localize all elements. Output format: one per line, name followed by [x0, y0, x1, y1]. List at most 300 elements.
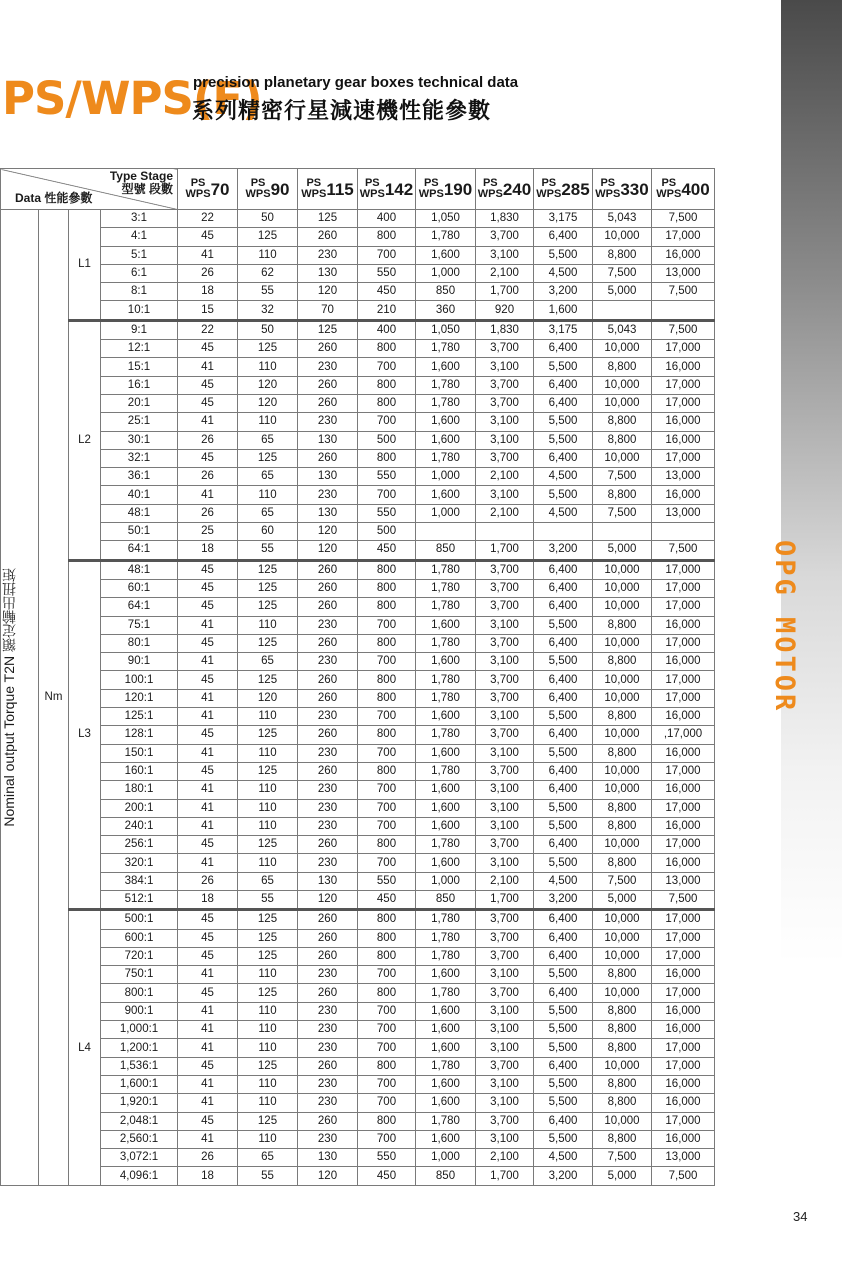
torque-cell: 1,780 — [416, 671, 476, 689]
torque-cell: 700 — [358, 486, 416, 504]
torque-cell: 130 — [298, 872, 358, 890]
torque-cell: 110 — [238, 817, 298, 835]
torque-cell: 8,800 — [593, 1130, 652, 1148]
ratio-cell: 600:1 — [101, 929, 178, 947]
torque-cell — [476, 523, 534, 541]
torque-cell: 110 — [238, 616, 298, 634]
torque-cell: 400 — [358, 210, 416, 228]
torque-cell: 10,000 — [593, 726, 652, 744]
torque-cell: 1,780 — [416, 836, 476, 854]
torque-cell: 230 — [298, 966, 358, 984]
ratio-cell: 200:1 — [101, 799, 178, 817]
torque-cell: 5,000 — [593, 541, 652, 560]
torque-cell: 125 — [238, 984, 298, 1002]
torque-cell: 1,600 — [416, 1021, 476, 1039]
torque-cell: 10,000 — [593, 598, 652, 616]
table-row — [1, 616, 715, 634]
table-row — [1, 1002, 715, 1020]
torque-cell: 360 — [416, 301, 476, 320]
torque-cell: 16,000 — [652, 246, 715, 264]
torque-cell: 17,000 — [652, 671, 715, 689]
torque-cell: 3,100 — [476, 744, 534, 762]
torque-cell: 17,000 — [652, 394, 715, 412]
torque-cell: 45 — [178, 579, 238, 597]
table-header-row — [1, 169, 715, 210]
torque-cell: 22 — [178, 210, 238, 228]
torque-cell: 850 — [416, 283, 476, 301]
torque-cell: 260 — [298, 449, 358, 467]
torque-cell: 5,043 — [593, 320, 652, 339]
ratio-cell: 8:1 — [101, 283, 178, 301]
torque-cell: 6,400 — [534, 598, 593, 616]
torque-cell: 10,000 — [593, 836, 652, 854]
torque-cell: 10,000 — [593, 947, 652, 965]
torque-cell: 8,800 — [593, 966, 652, 984]
torque-cell: 8,800 — [593, 616, 652, 634]
torque-cell: 920 — [476, 301, 534, 320]
torque-cell: 120 — [238, 689, 298, 707]
torque-cell: 13,000 — [652, 1149, 715, 1167]
torque-cell: 550 — [358, 872, 416, 890]
table-row — [1, 984, 715, 1002]
torque-cell: 110 — [238, 708, 298, 726]
torque-cell: 3,100 — [476, 616, 534, 634]
spec-table — [0, 168, 715, 1186]
torque-cell: 55 — [238, 283, 298, 301]
torque-cell: 8,800 — [593, 708, 652, 726]
torque-cell: 1,780 — [416, 984, 476, 1002]
torque-cell — [416, 523, 476, 541]
torque-cell: 125 — [238, 228, 298, 246]
torque-cell: 110 — [238, 799, 298, 817]
torque-cell: 45 — [178, 910, 238, 929]
torque-cell: 17,000 — [652, 762, 715, 780]
torque-cell: 17,000 — [652, 984, 715, 1002]
torque-cell: 1,780 — [416, 560, 476, 579]
torque-cell: 16,000 — [652, 966, 715, 984]
ratio-cell: 320:1 — [101, 854, 178, 872]
ratio-cell: 900:1 — [101, 1002, 178, 1020]
ratio-cell: 75:1 — [101, 616, 178, 634]
torque-cell: 18 — [178, 541, 238, 560]
torque-cell: 45 — [178, 947, 238, 965]
torque-cell: 260 — [298, 634, 358, 652]
table-row — [1, 634, 715, 652]
ratio-cell: 800:1 — [101, 984, 178, 1002]
torque-cell: 8,800 — [593, 1021, 652, 1039]
torque-cell: 5,500 — [534, 1039, 593, 1057]
torque-cell: 230 — [298, 1130, 358, 1148]
table-row — [1, 598, 715, 616]
torque-cell: 230 — [298, 486, 358, 504]
torque-cell: 5,500 — [534, 744, 593, 762]
table-row — [1, 781, 715, 799]
torque-cell: 125 — [238, 1057, 298, 1075]
ratio-cell: 16:1 — [101, 376, 178, 394]
torque-cell: 800 — [358, 1112, 416, 1130]
torque-cell: 8,800 — [593, 486, 652, 504]
torque-cell: 1,600 — [416, 744, 476, 762]
torque-cell: 260 — [298, 689, 358, 707]
torque-cell: 50 — [238, 210, 298, 228]
torque-cell: 260 — [298, 1057, 358, 1075]
torque-cell: 6,400 — [534, 929, 593, 947]
torque-cell: 8,800 — [593, 854, 652, 872]
torque-cell: 700 — [358, 413, 416, 431]
torque-cell: 10,000 — [593, 929, 652, 947]
table-row — [1, 653, 715, 671]
torque-cell: 230 — [298, 708, 358, 726]
model-header: PS WPS90 — [238, 169, 298, 210]
torque-cell: 45 — [178, 836, 238, 854]
torque-cell: 110 — [238, 358, 298, 376]
torque-cell: 210 — [358, 301, 416, 320]
ratio-cell: 256:1 — [101, 836, 178, 854]
torque-cell: 6,400 — [534, 910, 593, 929]
torque-cell: 1,600 — [416, 799, 476, 817]
table-row — [1, 301, 715, 320]
table-row — [1, 966, 715, 984]
torque-cell: 17,000 — [652, 799, 715, 817]
torque-cell: 8,800 — [593, 431, 652, 449]
ratio-cell: 240:1 — [101, 817, 178, 835]
torque-cell: 700 — [358, 1039, 416, 1057]
torque-cell: 6,400 — [534, 228, 593, 246]
torque-cell: 16,000 — [652, 744, 715, 762]
torque-cell: 45 — [178, 449, 238, 467]
torque-cell: 130 — [298, 431, 358, 449]
torque-cell: 5,000 — [593, 283, 652, 301]
torque-cell: 26 — [178, 1149, 238, 1167]
torque-cell: 45 — [178, 394, 238, 412]
torque-cell: 3,700 — [476, 560, 534, 579]
torque-cell: 10,000 — [593, 579, 652, 597]
torque-cell: 8,800 — [593, 1002, 652, 1020]
torque-cell: 230 — [298, 799, 358, 817]
torque-cell: 125 — [298, 210, 358, 228]
page-number: 34 — [793, 1209, 808, 1224]
torque-cell: 1,600 — [416, 413, 476, 431]
torque-cell: 5,500 — [534, 413, 593, 431]
torque-cell — [534, 523, 593, 541]
torque-cell: 260 — [298, 228, 358, 246]
torque-cell: 17,000 — [652, 1112, 715, 1130]
torque-cell: 850 — [416, 541, 476, 560]
torque-cell: 1,830 — [476, 210, 534, 228]
torque-cell: 1,600 — [416, 966, 476, 984]
table-row — [1, 358, 715, 376]
table-row — [1, 431, 715, 449]
torque-cell: 700 — [358, 1075, 416, 1093]
torque-cell: 1,600 — [534, 301, 593, 320]
torque-cell: 260 — [298, 984, 358, 1002]
torque-cell: 230 — [298, 653, 358, 671]
torque-cell: 3,700 — [476, 449, 534, 467]
torque-cell: 120 — [238, 376, 298, 394]
torque-cell: 4,500 — [534, 264, 593, 282]
ratio-cell: 150:1 — [101, 744, 178, 762]
torque-cell: 10,000 — [593, 781, 652, 799]
ratio-cell: 48:1 — [101, 560, 178, 579]
table-row — [1, 560, 715, 579]
torque-cell: 5,500 — [534, 246, 593, 264]
torque-cell: 260 — [298, 598, 358, 616]
torque-cell: 800 — [358, 598, 416, 616]
table-row — [1, 817, 715, 835]
torque-cell: 6,400 — [534, 376, 593, 394]
table-row — [1, 394, 715, 412]
torque-cell: 110 — [238, 1039, 298, 1057]
torque-cell: 41 — [178, 966, 238, 984]
torque-cell: 1,780 — [416, 947, 476, 965]
torque-cell: 1,600 — [416, 817, 476, 835]
torque-cell: 700 — [358, 966, 416, 984]
torque-cell: 3,175 — [534, 210, 593, 228]
torque-cell: 1,600 — [416, 358, 476, 376]
torque-cell: 17,000 — [652, 340, 715, 358]
table-row — [1, 910, 715, 929]
torque-cell: 3,100 — [476, 431, 534, 449]
torque-cell: 6,400 — [534, 560, 593, 579]
table-row — [1, 210, 715, 228]
torque-cell: 16,000 — [652, 486, 715, 504]
torque-cell: 2,100 — [476, 468, 534, 486]
torque-cell: 1,000 — [416, 468, 476, 486]
table-row — [1, 1130, 715, 1148]
torque-cell: 5,500 — [534, 1002, 593, 1020]
torque-cell: 2,100 — [476, 1149, 534, 1167]
torque-cell: 15 — [178, 301, 238, 320]
torque-cell: 1,600 — [416, 1039, 476, 1057]
torque-cell: 65 — [238, 504, 298, 522]
ratio-cell: 64:1 — [101, 541, 178, 560]
torque-cell: 8,800 — [593, 744, 652, 762]
ratio-cell: 64:1 — [101, 598, 178, 616]
torque-cell: 16,000 — [652, 358, 715, 376]
unit-label: Nm — [39, 210, 69, 1186]
torque-cell: 130 — [298, 1149, 358, 1167]
torque-cell: 5,000 — [593, 890, 652, 909]
torque-cell: 41 — [178, 817, 238, 835]
torque-cell: 3,100 — [476, 1039, 534, 1057]
torque-cell: 260 — [298, 762, 358, 780]
table-row — [1, 1149, 715, 1167]
ratio-cell: 30:1 — [101, 431, 178, 449]
torque-cell: 6,400 — [534, 634, 593, 652]
torque-cell: 3,700 — [476, 726, 534, 744]
torque-cell: 7,500 — [652, 890, 715, 909]
type-stage-label-zh: 型號 段數 — [121, 182, 173, 196]
torque-cell: 6,400 — [534, 947, 593, 965]
torque-cell: 7,500 — [593, 1149, 652, 1167]
torque-cell: ,17,000 — [652, 726, 715, 744]
ratio-cell: 2,560:1 — [101, 1130, 178, 1148]
torque-cell: 1,780 — [416, 394, 476, 412]
torque-cell: 62 — [238, 264, 298, 282]
torque-cell: 16,000 — [652, 1075, 715, 1093]
ratio-cell: 48:1 — [101, 504, 178, 522]
table-row — [1, 376, 715, 394]
torque-cell: 450 — [358, 283, 416, 301]
stage-label: L3 — [69, 560, 101, 910]
torque-cell: 700 — [358, 799, 416, 817]
torque-cell: 130 — [298, 468, 358, 486]
table-row — [1, 468, 715, 486]
ratio-cell: 5:1 — [101, 246, 178, 264]
torque-cell: 120 — [298, 541, 358, 560]
ratio-cell: 180:1 — [101, 781, 178, 799]
torque-cell: 3,700 — [476, 929, 534, 947]
torque-cell: 8,800 — [593, 413, 652, 431]
torque-cell: 700 — [358, 1002, 416, 1020]
torque-cell: 41 — [178, 653, 238, 671]
ratio-cell: 750:1 — [101, 966, 178, 984]
torque-cell: 1,600 — [416, 1075, 476, 1093]
torque-cell: 800 — [358, 726, 416, 744]
torque-cell: 2,100 — [476, 264, 534, 282]
torque-cell: 10,000 — [593, 340, 652, 358]
torque-cell: 110 — [238, 486, 298, 504]
torque-cell: 3,100 — [476, 854, 534, 872]
ratio-cell: 2,048:1 — [101, 1112, 178, 1130]
torque-cell: 1,700 — [476, 1167, 534, 1185]
torque-cell: 125 — [238, 598, 298, 616]
torque-cell: 5,500 — [534, 1130, 593, 1148]
torque-cell: 1,600 — [416, 653, 476, 671]
torque-cell: 3,700 — [476, 762, 534, 780]
torque-cell: 17,000 — [652, 579, 715, 597]
torque-cell: 10,000 — [593, 689, 652, 707]
ratio-cell: 720:1 — [101, 947, 178, 965]
torque-cell: 700 — [358, 708, 416, 726]
torque-cell: 1,780 — [416, 228, 476, 246]
ratio-cell: 120:1 — [101, 689, 178, 707]
torque-cell: 10,000 — [593, 376, 652, 394]
torque-cell: 125 — [238, 671, 298, 689]
table-row — [1, 947, 715, 965]
torque-cell: 5,500 — [534, 817, 593, 835]
torque-cell: 50 — [238, 320, 298, 339]
ratio-cell: 160:1 — [101, 762, 178, 780]
torque-cell: 3,100 — [476, 413, 534, 431]
torque-cell: 16,000 — [652, 431, 715, 449]
torque-cell: 13,000 — [652, 468, 715, 486]
torque-cell: 700 — [358, 817, 416, 835]
torque-cell: 17,000 — [652, 836, 715, 854]
torque-cell: 1,050 — [416, 320, 476, 339]
table-row — [1, 762, 715, 780]
brand-vertical-text: OPG MOTOR — [769, 540, 800, 714]
torque-cell: 230 — [298, 616, 358, 634]
torque-cell: 120 — [298, 1167, 358, 1185]
torque-cell: 3,100 — [476, 246, 534, 264]
torque-cell: 8,800 — [593, 358, 652, 376]
torque-cell: 16,000 — [652, 413, 715, 431]
torque-cell: 3,100 — [476, 358, 534, 376]
table-row — [1, 726, 715, 744]
torque-cell: 125 — [298, 320, 358, 339]
torque-cell: 260 — [298, 560, 358, 579]
torque-cell — [593, 523, 652, 541]
torque-cell: 26 — [178, 504, 238, 522]
ratio-cell: 1,536:1 — [101, 1057, 178, 1075]
torque-cell: 8,800 — [593, 799, 652, 817]
torque-cell: 45 — [178, 929, 238, 947]
torque-cell: 110 — [238, 1021, 298, 1039]
torque-cell: 125 — [238, 910, 298, 929]
torque-cell: 5,000 — [593, 1167, 652, 1185]
torque-cell: 260 — [298, 376, 358, 394]
torque-cell: 3,100 — [476, 1075, 534, 1093]
ratio-cell: 512:1 — [101, 890, 178, 909]
torque-cell: 230 — [298, 413, 358, 431]
torque-cell: 1,780 — [416, 449, 476, 467]
torque-cell: 450 — [358, 1167, 416, 1185]
torque-cell: 1,830 — [476, 320, 534, 339]
torque-cell — [652, 301, 715, 320]
torque-cell: 5,500 — [534, 966, 593, 984]
torque-cell: 700 — [358, 246, 416, 264]
torque-cell: 260 — [298, 726, 358, 744]
torque-cell: 45 — [178, 1112, 238, 1130]
torque-cell: 110 — [238, 781, 298, 799]
torque-cell: 125 — [238, 947, 298, 965]
ratio-cell: 4,096:1 — [101, 1167, 178, 1185]
torque-cell: 26 — [178, 264, 238, 282]
ratio-cell: 1,920:1 — [101, 1094, 178, 1112]
torque-cell: 7,500 — [652, 541, 715, 560]
torque-cell: 230 — [298, 1002, 358, 1020]
ratio-cell: 9:1 — [101, 320, 178, 339]
ratio-cell: 6:1 — [101, 264, 178, 282]
torque-cell: 6,400 — [534, 340, 593, 358]
torque-cell: 1,780 — [416, 634, 476, 652]
torque-cell: 41 — [178, 246, 238, 264]
title-chinese: 系列精密行星減速機性能參數 — [192, 98, 492, 123]
torque-cell: 17,000 — [652, 376, 715, 394]
table-row — [1, 504, 715, 522]
ratio-cell: 20:1 — [101, 394, 178, 412]
ratio-cell: 10:1 — [101, 301, 178, 320]
torque-cell: 41 — [178, 854, 238, 872]
torque-cell: 13,000 — [652, 264, 715, 282]
torque-cell: 45 — [178, 984, 238, 1002]
torque-cell: 41 — [178, 689, 238, 707]
torque-cell: 26 — [178, 468, 238, 486]
torque-cell: 45 — [178, 376, 238, 394]
table-row — [1, 836, 715, 854]
torque-cell: 22 — [178, 320, 238, 339]
model-header: PS WPS285 — [534, 169, 593, 210]
torque-cell: 7,500 — [593, 872, 652, 890]
torque-cell: 45 — [178, 762, 238, 780]
model-header: PS WPS115 — [298, 169, 358, 210]
table-row — [1, 449, 715, 467]
torque-cell: 6,400 — [534, 1057, 593, 1075]
torque-cell: 1,000 — [416, 872, 476, 890]
ratio-cell: 3,072:1 — [101, 1149, 178, 1167]
torque-cell: 230 — [298, 1094, 358, 1112]
torque-cell: 10,000 — [593, 228, 652, 246]
torque-cell: 800 — [358, 634, 416, 652]
torque-cell: 10,000 — [593, 634, 652, 652]
table-row — [1, 340, 715, 358]
torque-cell: 41 — [178, 799, 238, 817]
torque-cell: 16,000 — [652, 708, 715, 726]
torque-cell: 1,700 — [476, 890, 534, 909]
torque-cell: 17,000 — [652, 598, 715, 616]
torque-cell: 5,500 — [534, 1094, 593, 1112]
